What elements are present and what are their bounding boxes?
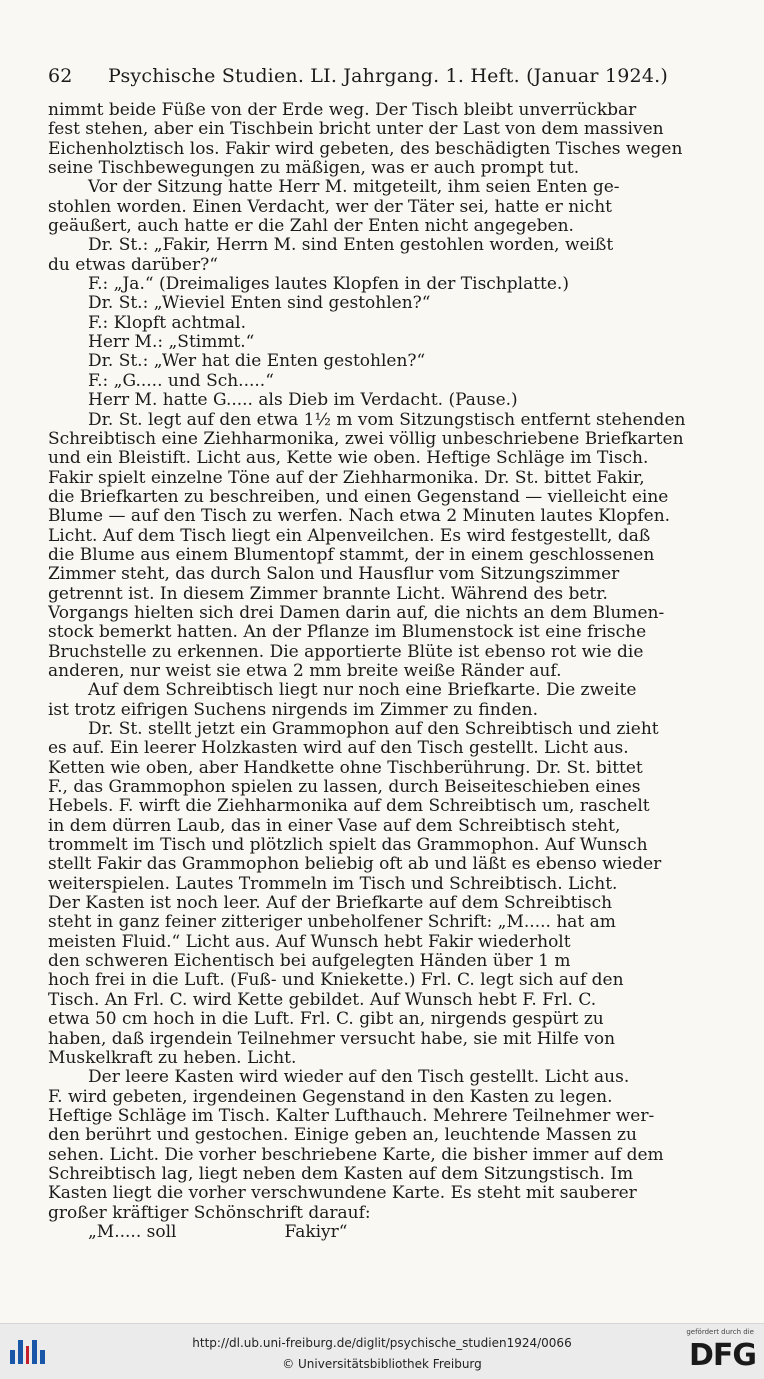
text-line: Dr. St.: „Wieviel Enten sind gestohlen?“ xyxy=(88,294,431,314)
text-line: Bruchstelle zu erkennen. Die apportierte Blüte ist ebenso rot wie die xyxy=(48,642,644,662)
text-line: den berührt und gestochen. Einige geben an, leuchtende Massen zu xyxy=(48,1126,637,1146)
viewer-footer xyxy=(0,1323,764,1379)
permalink-url[interactable]: http://dl.ub.uni-freiburg.de/diglit/psychische_studien1924/0066 xyxy=(192,1336,572,1350)
text-line: Eichenholztisch los. Fakir wird gebeten, des beschädigten Tisches wegen xyxy=(48,139,683,159)
text-line: anderen, nur weist sie etwa 2 mm breite weiße Ränder auf. xyxy=(48,661,562,681)
text-line: Ketten wie oben, aber Handkette ohne Tischberührung. Dr. St. bittet xyxy=(48,758,643,778)
text-line: Der leere Kasten wird wieder auf den Tisch gestellt. Licht aus. xyxy=(88,1068,630,1088)
text-line: die Blume aus einem Blumentopf stammt, der in einem geschlossenen xyxy=(48,545,655,565)
text-line: stock bemerkt hatten. An der Pflanze im Blumenstock ist eine frische xyxy=(48,623,647,643)
text-line: die Briefkarten zu beschreiben, und einen Gegenstand — vielleicht eine xyxy=(48,487,669,507)
text-line: stellt Fakir das Grammophon beliebig oft ab und läßt es ebenso wieder xyxy=(48,855,662,875)
text-line: seine Tischbewegungen zu mäßigen, was er auch prompt tut. xyxy=(48,159,580,179)
text-line: geäußert, auch hatte er die Zahl der Enten nicht angegeben. xyxy=(48,217,574,237)
text-line: Muskelkraft zu heben. Licht. xyxy=(48,1048,297,1068)
text-line: Vorgangs hielten sich drei Damen darin auf, die nichts an dem Blumen- xyxy=(48,603,665,623)
text-line: Dr. St.: „Wer hat die Enten gestohlen?“ xyxy=(88,352,426,372)
copyright-notice: © Universitätsbibliothek Freiburg xyxy=(282,1357,482,1371)
text-line: Auf dem Schreibtisch liegt nur noch eine Briefkarte. Die zweite xyxy=(88,681,637,701)
text-line: Dr. St. legt auf den etwa 1½ m vom Sitzungstisch entfernt stehenden xyxy=(88,410,686,430)
text-line: ist trotz eifrigen Suchens nirgends im Zimmer zu finden. xyxy=(48,700,538,720)
text-line: Zimmer steht, das durch Salon und Hausflur vom Sitzungszimmer xyxy=(48,565,620,585)
text-line: weiterspielen. Lautes Trommeln im Tisch und Schreibtisch. Licht. xyxy=(48,874,618,894)
text-line: F. wird gebeten, irgendeinen Gegenstand in den Kasten zu legen. xyxy=(48,1087,613,1107)
text-line: F.: „Ja.“ (Dreimaliges lautes Klopfen in der Tischplatte.) xyxy=(88,275,569,295)
text-line: Heftige Schläge im Tisch. Kalter Lufthauch. Mehrere Teilnehmer wer- xyxy=(48,1106,655,1126)
text-line: nimmt beide Füße von der Erde weg. Der Tisch bleibt unverrückbar xyxy=(48,101,637,120)
text-line: steht in ganz feiner zitteriger unbeholfener Schrift: „M..... hat am xyxy=(48,913,616,933)
text-line: getrennt ist. In diesem Zimmer brannte Licht. Während des betr. xyxy=(48,584,608,604)
text-line: meisten Fluid.“ Licht aus. Auf Wunsch hebt Fakir wiederholt xyxy=(48,932,571,952)
text-line: Fakir spielt einzelne Töne auf der Ziehharmonika. Dr. St. bittet Fakir, xyxy=(48,468,645,488)
text-line: trommelt im Tisch und plötzlich spielt das Grammophon. Auf Wunsch xyxy=(48,836,648,856)
body-text xyxy=(48,101,730,1242)
text-line: und ein Bleistift. Licht aus, Kette wie oben. Heftige Schläge im Tisch. xyxy=(48,449,649,469)
page-number: 62 xyxy=(48,65,73,87)
text-line: Schreibtisch eine Ziehharmonika, zwei völlig unbeschriebene Briefkarten xyxy=(48,429,684,449)
text-line: es auf. Ein leerer Holzkasten wird auf den Tisch gestellt. Licht aus. xyxy=(48,739,629,759)
text-line: F.: Klopft achtmal. xyxy=(88,313,246,333)
dfg-tagline: gefördert durch die xyxy=(686,1328,754,1336)
text-line: du etwas darüber?“ xyxy=(48,255,218,275)
text-line: Blume — auf den Tisch zu werfen. Nach etwa 2 Minuten lautes Klopfen. xyxy=(48,507,671,527)
text-line: hoch frei in die Luft. (Fuß- und Kniekette.) Frl. C. legt sich auf den xyxy=(48,971,624,991)
text-line: Vor der Sitzung hatte Herr M. mitgeteilt, ihm seien Enten ge- xyxy=(88,178,620,198)
text-line: fest stehen, aber ein Tischbein bricht unter der Last von dem massiven xyxy=(48,120,664,140)
text-line: F., das Grammophon spielen zu lassen, durch Beiseiteschieben eines xyxy=(48,778,641,798)
text-line: haben, daß irgendein Teilnehmer versucht habe, sie mit Hilfe von xyxy=(48,1029,616,1049)
text-line: Licht. Auf dem Tisch liegt ein Alpenveilchen. Es wird festgestellt, daß xyxy=(48,526,651,546)
text-line: Herr M. hatte G..... als Dieb im Verdacht. (Pause.) xyxy=(88,391,518,411)
text-line: Der Kasten ist noch leer. Auf der Briefkarte auf dem Schreibtisch xyxy=(48,894,613,914)
text-line: den schweren Eichentisch bei aufgelegten Händen über 1 m xyxy=(48,952,571,972)
running-header xyxy=(48,64,668,88)
running-title: Psychische Studien. LI. Jahrgang. 1. Heft. (Januar 1924.) xyxy=(108,65,668,87)
text-line: stohlen worden. Einen Verdacht, wer der Täter sei, hatte er nicht xyxy=(48,197,612,217)
text-line: sehen. Licht. Die vorher beschriebene Karte, die bisher immer auf dem xyxy=(48,1145,664,1165)
text-line: Kasten liegt die vorher verschwundene Karte. Es steht mit sauberer xyxy=(48,1184,637,1204)
text-line: in dem dürren Laub, das in einer Vase auf dem Schreibtisch steht, xyxy=(48,816,621,836)
text-line: Tisch. An Frl. C. wird Kette gebildet. Auf Wunsch hebt F. Frl. C. xyxy=(48,990,597,1010)
text-line: Hebels. F. wirft die Ziehharmonika auf dem Schreibtisch um, raschelt xyxy=(48,797,650,817)
text-line: F.: „G..... und Sch.....“ xyxy=(88,371,274,391)
text-line: Schreibtisch lag, liegt neben dem Kasten auf dem Sitzungstisch. Im xyxy=(48,1164,634,1184)
text-line: Dr. St. stellt jetzt ein Grammophon auf den Schreibtisch und zieht xyxy=(88,720,659,739)
text-line: etwa 50 cm hoch in die Luft. Frl. C. gibt an, nirgends gespürt zu xyxy=(48,1010,604,1030)
text-line: Dr. St.: „Fakir, Herrn M. sind Enten gestohlen worden, weißt xyxy=(88,236,614,256)
dfg-logo: DFG xyxy=(688,1338,756,1373)
text-line: großer kräftiger Schönschrift darauf: xyxy=(48,1203,371,1223)
text-line: „M..... soll Fakiyr“ xyxy=(88,1222,348,1242)
text-line: Herr M.: „Stimmt.“ xyxy=(88,333,255,353)
